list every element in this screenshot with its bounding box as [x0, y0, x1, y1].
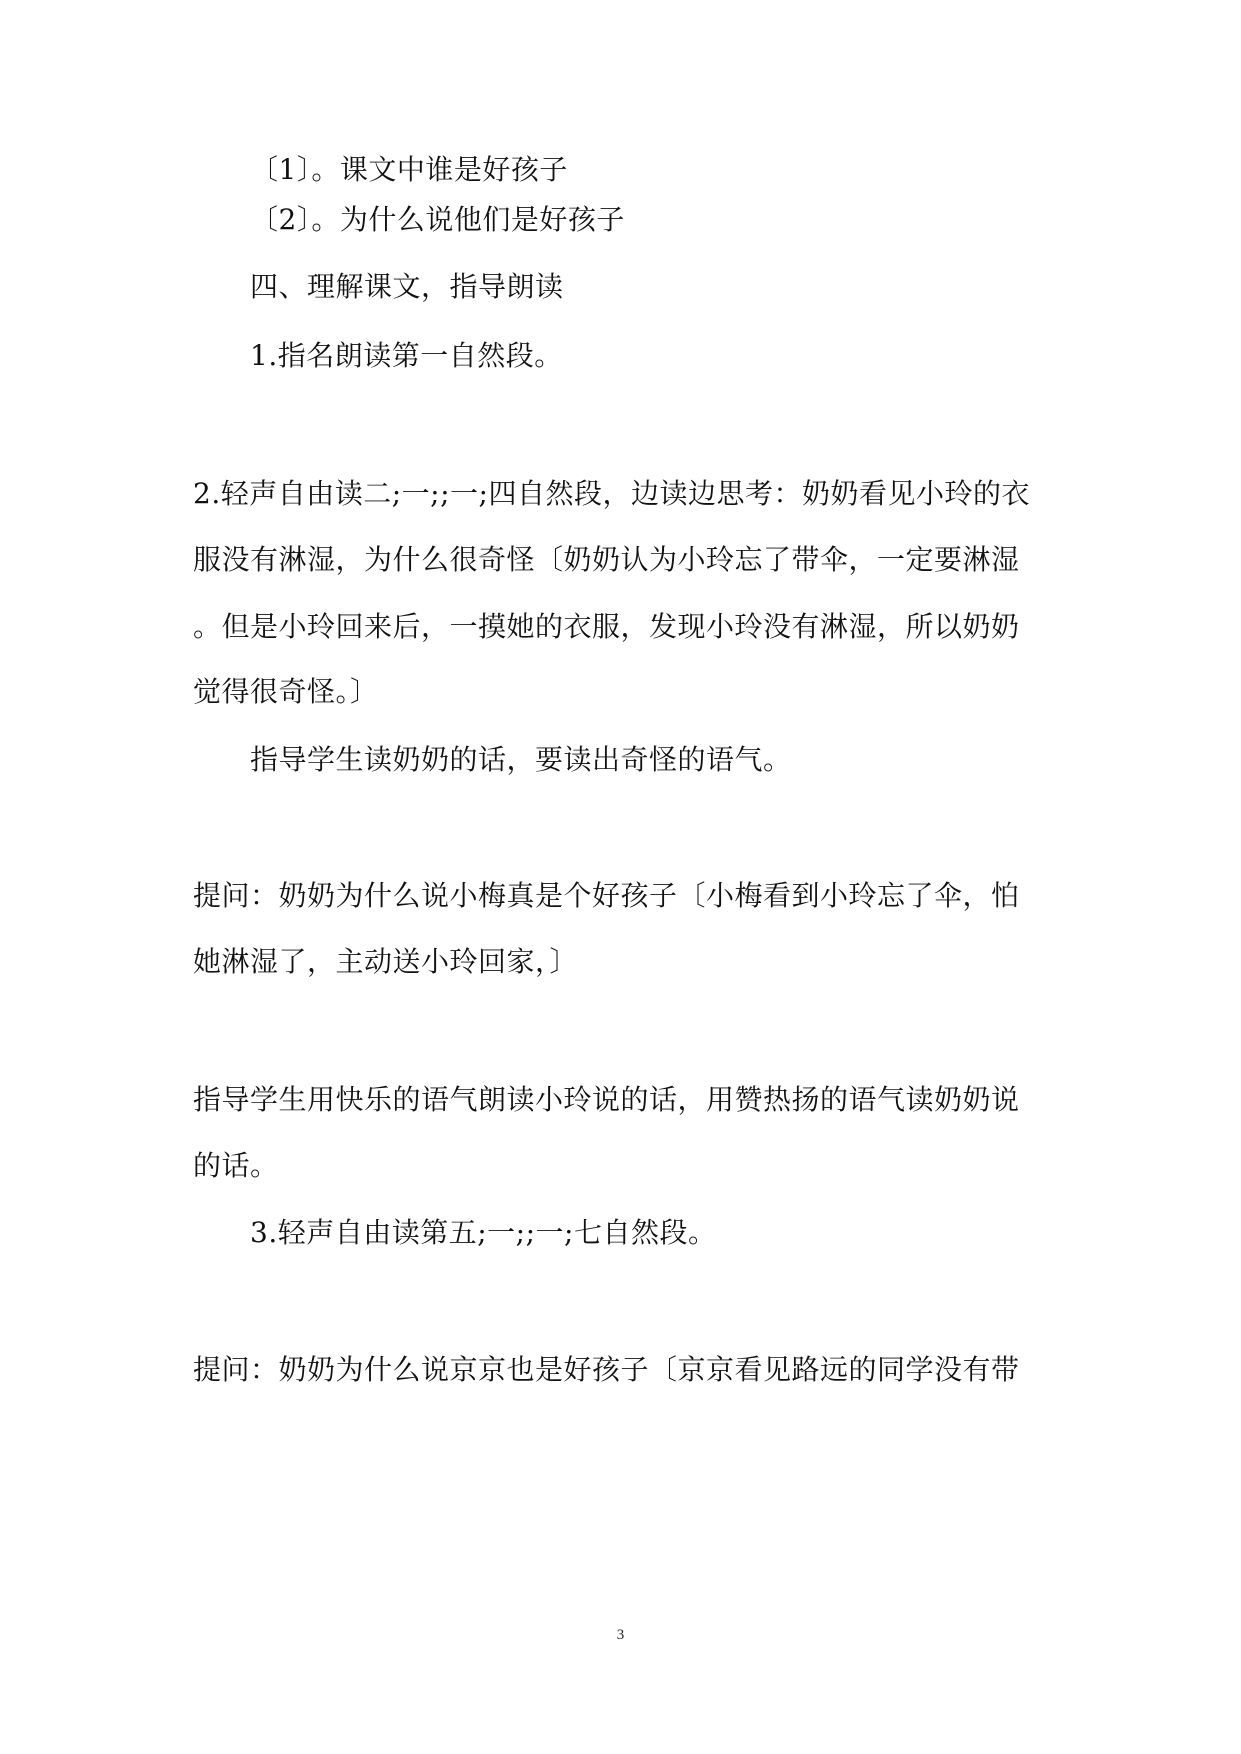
page-number: 3	[616, 1627, 625, 1643]
reading-guidance: 指导学生读奶奶的话，要读出奇怪的语气。	[250, 743, 792, 776]
guidance-line-2: 的话。	[193, 1149, 279, 1182]
question-2-line-1: 提问：奶奶为什么说京京也是好孩子〔京京看见路远的同学没有带	[193, 1353, 1020, 1386]
question-1-line-1: 提问：奶奶为什么说小梅真是个好孩子〔小梅看到小玲忘了伞，怕	[193, 879, 1020, 912]
step-2-line-4: 觉得很奇怪。〕	[193, 675, 379, 708]
step-1: 1.指名朗读第一自然段。	[250, 339, 563, 372]
step-2-line-2: 服没有淋湿，为什么很奇怪〔奶奶认为小玲忘了带伞，一定要淋湿	[193, 543, 1020, 576]
sub-item-2: 〔2〕。为什么说他们是好孩子	[250, 203, 625, 236]
guidance-line-1: 指导学生用快乐的语气朗读小玲说的话，用赞热扬的语气读奶奶说	[193, 1083, 1020, 1116]
step-2-line-3: 。但是小玲回来后，一摸她的衣服，发现小玲没有淋湿，所以奶奶	[193, 610, 1020, 643]
step-2-line-1: 2.轻声自由读二;一;;一;四自然段，边读边思考：奶奶看见小玲的衣	[193, 477, 1030, 510]
sub-item-1: 〔1〕。课文中谁是好孩子	[250, 153, 568, 186]
section-heading: 四、理解课文，指导朗读	[250, 270, 564, 303]
step-3: 3.轻声自由读第五;一;;一;七自然段。	[250, 1216, 717, 1249]
question-1-line-2: 她淋湿了，主动送小玲回家，〕	[193, 945, 579, 978]
